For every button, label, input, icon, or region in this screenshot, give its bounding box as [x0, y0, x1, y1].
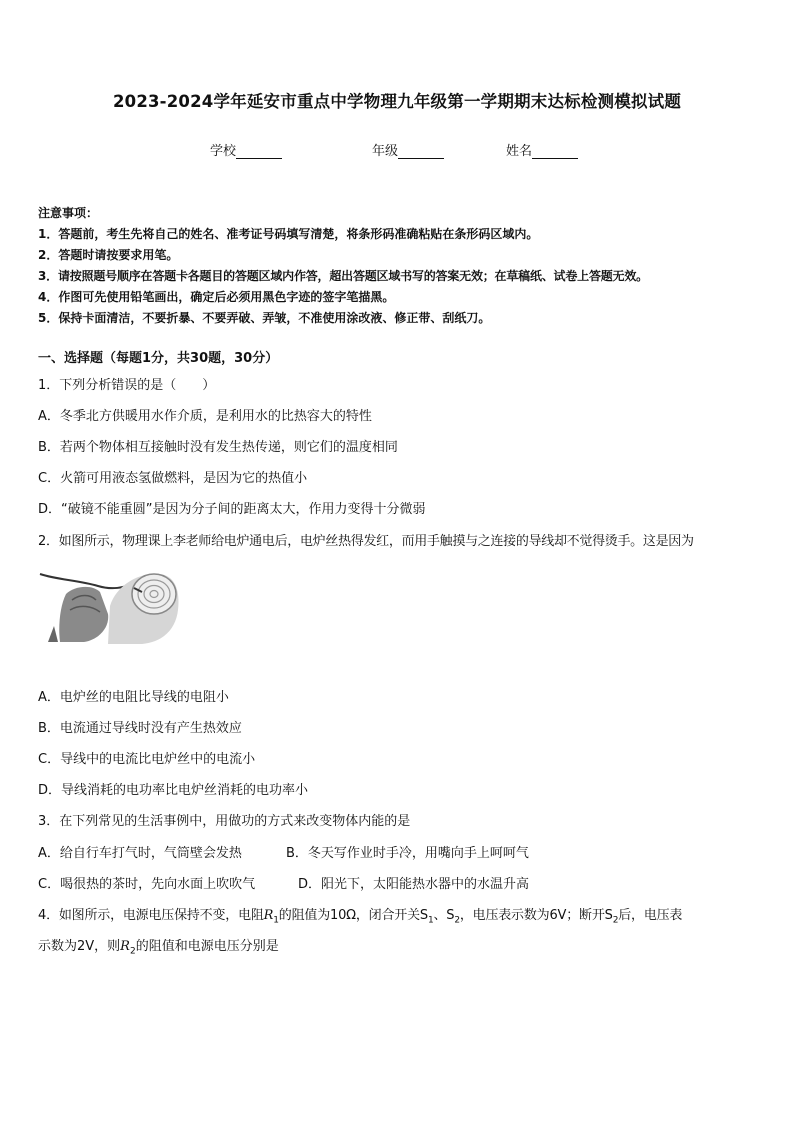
name-label: 姓名	[506, 144, 533, 159]
q4-s1-subscript: 1	[427, 915, 434, 926]
question-1-option-b: B．若两个物体相互接触时没有发生热传递，则它们的温度相同	[38, 440, 398, 455]
q4-s2-subscript: 2	[454, 915, 460, 926]
question-1-stem: 1．下列分析错误的是（ ）	[38, 378, 216, 393]
question-2-stem: 2．如图所示，物理课上李老师给电炉通电后，电炉丝热得发红，而用手触摸与之连接的导线却不觉得烫手。这是因为	[38, 534, 694, 549]
notice-item: 3．请按照题号顺序在答题卡各题目的答题区域内作答，超出答题区域书写的答案无效；在草稿纸、试卷上答题无效。	[38, 269, 648, 283]
grade-field[interactable]	[372, 140, 444, 159]
q4-r1-symbol: R	[263, 908, 274, 923]
name-field[interactable]	[506, 140, 578, 159]
q4-r1-subscript: 1	[273, 915, 279, 926]
q4-text: 后，电压表	[618, 908, 683, 923]
section-heading: 一、选择题（每题1分，共30题，30分）	[38, 351, 279, 366]
question-4-stem-line-1	[38, 904, 768, 926]
q4-s2b-subscript: 2	[612, 915, 619, 926]
q4-r2-symbol: R	[120, 939, 130, 954]
question-2-option-d: D．导线消耗的电功率比电炉丝消耗的电功率小	[38, 783, 309, 798]
q4-text: 的阻值和电源电压分别是	[135, 939, 279, 954]
question-3-option-d: D．阳光下，太阳能热水器中的水温升高	[298, 877, 530, 892]
question-2-option-c: C．导线中的电流比电炉丝中的电流小	[38, 752, 256, 767]
q4-r2-subscript: 2	[129, 946, 136, 957]
notice-item: 5．保持卡面清洁，不要折暴、不要弄破、弄皱，不准使用涂改液、修正带、刮纸刀。	[38, 311, 491, 325]
notice-heading: 注意事项：	[38, 206, 99, 220]
notice-block	[38, 203, 768, 329]
question-3-stem: 3．在下列常见的生活事例中，用做功的方式来改变物体内能的是	[38, 814, 411, 829]
question-1-option-a: A．冬季北方供暖用水作介质，是利用水的比热容大的特性	[38, 409, 372, 424]
q4-text: 4．如图所示，电源电压保持不变，电阻	[38, 908, 264, 923]
question-3-option-a: A．给自行车打气时，气筒壁会发热	[38, 846, 242, 861]
notice-item: 1．答题前，考生先将自己的姓名、准考证号码填写清楚，将条形码准确粘贴在条形码区域内。	[38, 227, 539, 241]
electric-stove-figure	[38, 566, 180, 644]
question-3-option-b: B．冬天写作业时手冷，用嘴向手上呵呵气	[286, 846, 529, 861]
notice-item: 2．答题时请按要求用笔。	[38, 248, 179, 262]
q4-text: 的阻值为10Ω，闭合开关S	[278, 908, 428, 923]
grade-blank[interactable]	[398, 145, 444, 159]
q4-text: 示数为2V，则	[38, 939, 121, 954]
school-field[interactable]	[210, 140, 282, 159]
question-3-option-c: C．喝很热的茶时，先向水面上吹吹气	[38, 877, 256, 892]
question-2-option-b: B．电流通过导线时没有产生热效应	[38, 721, 242, 736]
name-blank[interactable]	[532, 145, 578, 159]
question-1-option-c: C．火箭可用液态氢做燃料，是因为它的热值小	[38, 471, 308, 486]
school-label: 学校	[210, 144, 237, 159]
question-2-option-a: A．电炉丝的电阻比导线的电阻小	[38, 690, 229, 705]
question-1-option-d: D．“破镜不能重圆”是因为分子间的距离太大，作用力变得十分微弱	[38, 502, 426, 517]
notice-item: 4．作图可先使用铅笔画出，确定后必须用黑色字迹的签字笔描黑。	[38, 290, 395, 304]
page-title: 2023-2024学年延安市重点中学物理九年级第一学期期末达标检测模拟试题	[112, 92, 682, 111]
q4-text: 、S	[433, 908, 455, 923]
school-blank[interactable]	[236, 145, 282, 159]
q4-text: ，电压表示数为6V；断开S	[459, 908, 613, 923]
question-4-stem-line-2	[38, 935, 768, 957]
grade-label: 年级	[372, 144, 399, 159]
